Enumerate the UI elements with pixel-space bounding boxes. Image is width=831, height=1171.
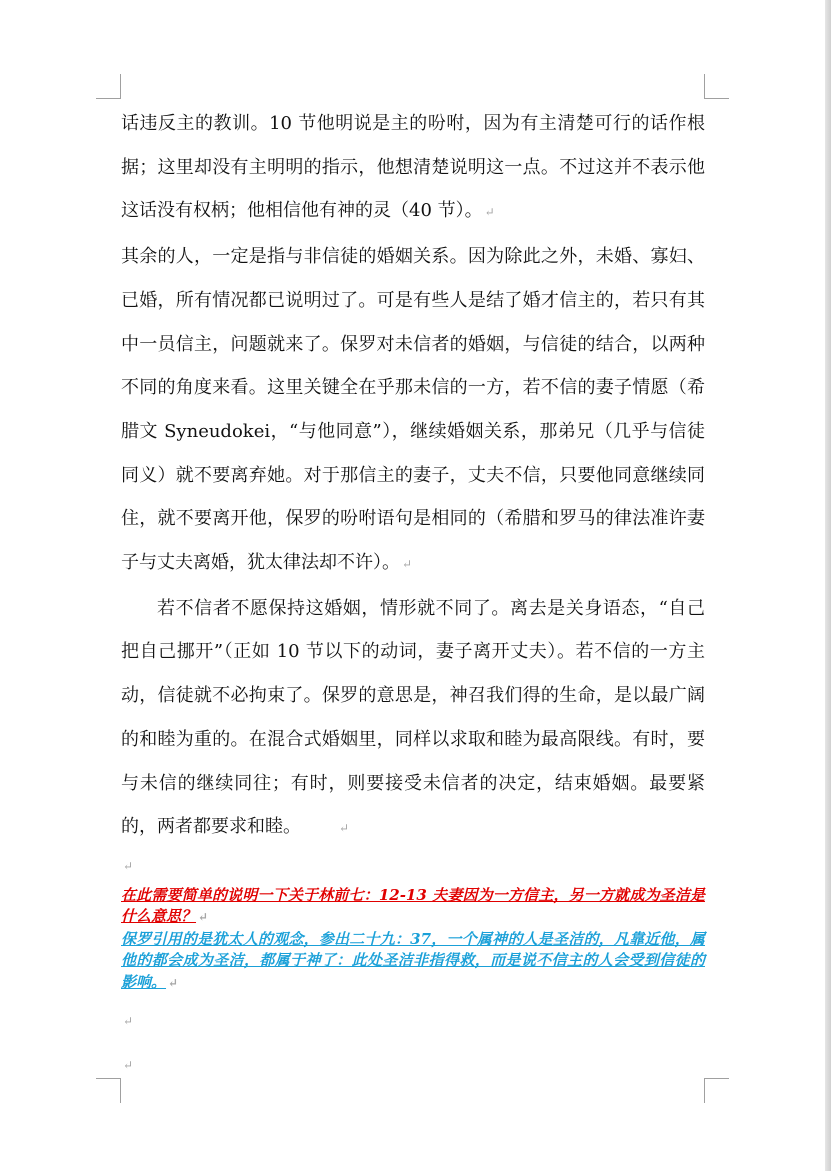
paragraph-mark-icon: ↵ bbox=[123, 858, 134, 873]
paragraph-mark-icon: ↵ bbox=[484, 205, 495, 220]
paragraph-3 bbox=[121, 587, 705, 851]
paragraph-2 bbox=[121, 235, 705, 587]
paragraph-mark-icon: ↵ bbox=[168, 975, 179, 990]
paragraph-mark-icon: ↵ bbox=[402, 557, 413, 572]
paragraph-2-text: 其余的人，一定是指与非信徒的婚姻关系。因为除此之外，未婚、寡妇、已婚，所有情况都已说明过了。可是有些人是结了婚才信主的，若只有其中一员信主，问题就来了。保罗对未信者的婚姻，与信徒的结合，以两种不同的角度来看。这里关键全在乎那未信的一方，若不信的妻子情愿（希腊文 Syneudokei，“与他同意”），继续婚姻关系，那弟兄（几乎与信徒同义）就不要离弃她。对于那信主的妻子，丈夫不信，只要他同意继续同住，就不要离开他，保罗的吩咐语句是相同的（希腊和罗马的律法准许妻子与丈夫离婚，犹太律法却不许）。 bbox=[121, 246, 705, 574]
crop-mark-bottom-left bbox=[96, 1078, 121, 1103]
document-body[interactable] bbox=[121, 102, 705, 1078]
crop-mark-top-right bbox=[704, 74, 729, 99]
crop-mark-bottom-right bbox=[704, 1078, 729, 1103]
paragraph-1 bbox=[121, 102, 705, 235]
paragraph-1-text: 话违反主的教训。10 节他明说是主的吩咐，因为有主清楚可行的话作根据；这里却没有主明明的指示，他想清楚说明这一点。不过这并不表示他这话没有权柄；他相信他有神的灵（40 节）。 bbox=[121, 113, 705, 222]
page-edge bbox=[825, 0, 831, 1171]
question-text: 在此需要简单的说明一下关于林前七：12-13 夫妻因为一方信主，另一方就成为圣洁是什么意思？ bbox=[121, 885, 705, 926]
paragraph-mark-icon: ↵ bbox=[198, 910, 209, 925]
answer-text: 保罗引用的是犹太人的观念，参出二十九：37，一个属神的人是圣洁的，凡靠近他，属他的都会成为圣洁，都属于神了：此处圣洁非指得救，而是说不信主的人会受到信徒的影响。 bbox=[121, 929, 705, 991]
empty-paragraph bbox=[121, 851, 705, 879]
crop-mark-top-left bbox=[96, 74, 121, 99]
paragraph-mark-icon: ↵ bbox=[339, 821, 350, 836]
paragraph-mark-icon: ↵ bbox=[123, 1014, 134, 1029]
empty-paragraph bbox=[121, 1050, 705, 1078]
empty-paragraph bbox=[121, 1006, 705, 1034]
answer-note bbox=[121, 929, 705, 995]
paragraph-mark-icon: ↵ bbox=[123, 1058, 134, 1073]
paragraph-3-text: 若不信者不愿保持这婚姻，情形就不同了。离去是关身语态，“自己把自己挪开”（正如 10 节以下的动词，妻子离开丈夫）。若不信的一方主动，信徒就不必拘束了。保罗的意思是，神召我们得的生命，是以最广阔的和睦为重的。在混合式婚姻里，同样以求取和睦为最高限线。有时，要与未信的继续同往；有时，则要接受未信者的决定，结束婚姻。最要紧的，两者都要求和睦。 bbox=[121, 597, 705, 838]
question-note bbox=[121, 885, 705, 929]
